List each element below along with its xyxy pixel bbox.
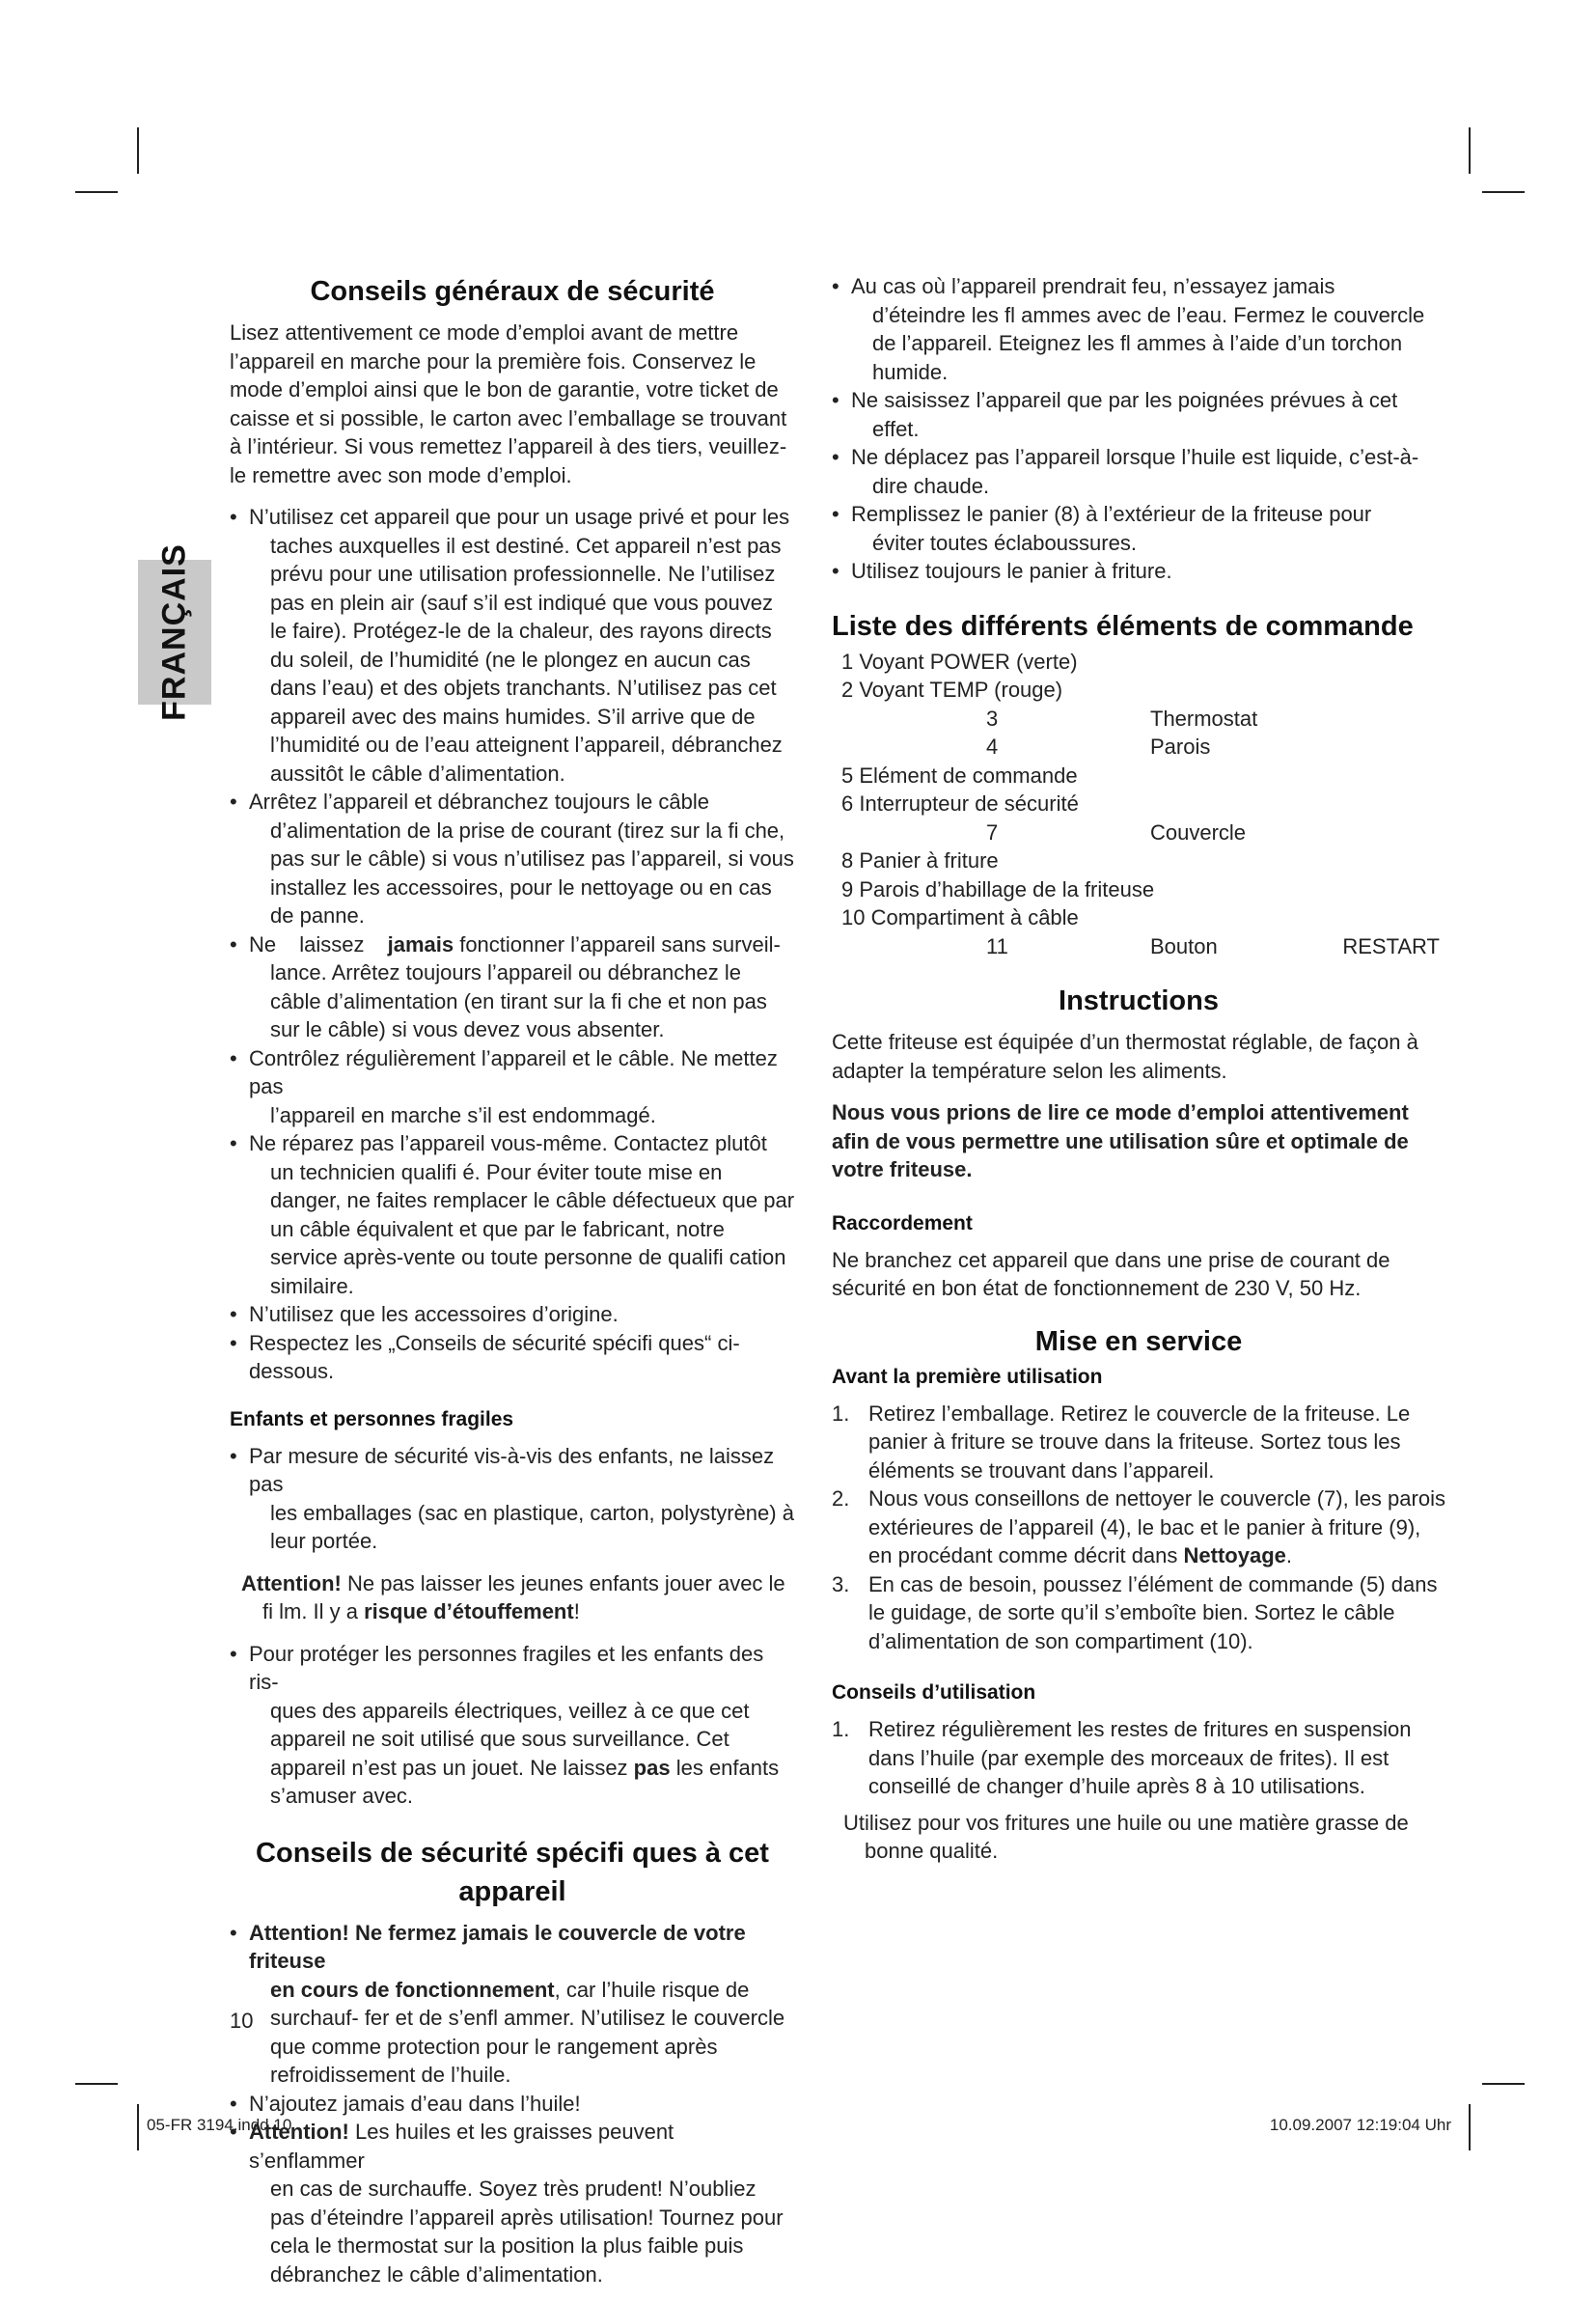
children-list	[230, 1442, 795, 1556]
list-item: • Utilisez toujours le panier à friture.	[832, 557, 1445, 586]
list-item: • Remplissez le panier (8) à l’extérieur de la friteuse pour éviter toutes éclaboussures.	[832, 500, 1445, 557]
crop-mark	[1482, 191, 1525, 193]
table-row: 1 Voyant POWER (verte)	[841, 649, 1078, 674]
crop-mark	[137, 2104, 139, 2150]
list-item: • Ne saisissez l’appareil que par les poignées prévues à cet effet.	[832, 386, 1445, 443]
general-safety-list	[230, 503, 795, 1386]
right-column	[832, 272, 1445, 1879]
crop-mark	[137, 127, 139, 174]
intro-paragraph: Lisez attentivement ce mode d’emploi avant de mettre l’appareil en marche pour la première fois. Conservez le mode d’emploi ainsi que le bon de garantie, votre ticket de caisse et si possible, le carton avec l’emballage se trouvant à l’intérieur. Si vous remettez l’appareil à des tiers, veuillez-le remettre avec son mode d’emploi.	[230, 320, 787, 487]
crop-mark	[1469, 127, 1471, 174]
list-item: • N’utilisez que les accessoires d’origine.	[230, 1300, 795, 1329]
instructions-bold-paragraph: Nous vous prions de lire ce mode d’emploi attentivement afin de vous permettre une utilisation sûre et optimale de votre friteuse.	[832, 1100, 1409, 1181]
subheading-children: Enfants et personnes fragiles	[230, 1407, 514, 1430]
controls-list	[841, 648, 1440, 961]
table-row: 10 Compartiment à câble	[841, 905, 1079, 929]
instructions-paragraph: Cette friteuse est équipée d’un thermostat réglable, de façon à adapter la température selon les aliments.	[832, 1030, 1418, 1083]
section-title-general-safety: Conseils généraux de sécurité	[310, 276, 715, 307]
raccordement-paragraph: Ne branchez cet appareil que dans une prise de courant de sécurité en bon état de fonctionnement de 230 V, 50 Hz.	[832, 1247, 1390, 1300]
list-item: • Par mesure de sécurité vis-à-vis des enfants, ne laissez pas les emballages (sac en plastique, carton, polystyrène) à leur portée.	[230, 1442, 795, 1556]
section-title-mise-en-service: Mise en service	[1034, 1325, 1243, 1357]
list-item: 1. Retirez l’emballage. Retirez le couvercle de la friteuse. Le panier à friture se trouve dans la friteuse. Sortez tous les éléments se trouvant dans l’appareil.	[832, 1401, 1411, 1483]
list-item: • Attention! Ne fermez jamais le couvercle de votre friteuse en cours de fonctionnement, car l’huile risque de surchauf- fer et de s’enfl ammer. N’utilisez le couvercle que comme protection pour le rangement après refroidissement de l’huile.	[230, 1919, 795, 2090]
list-item: 1. Retirez régulièrement les restes de fritures en suspension dans l’huile (par exemple des morceaux de frites). Il est conseillé de changer d’huile après 8 à 10 utilisations.	[832, 1717, 1412, 1798]
table-row: 9 Parois d’habillage de la friteuse	[841, 876, 1155, 901]
section-title-specific-safety: Conseils de sécurité spécifi ques à cet appareil	[256, 1837, 769, 1907]
list-item: 2. Nous vous conseillons de nettoyer le couvercle (7), les parois extérieures de l’appareil (4), le bac et le panier à friture (9), en procédant comme décrit dans Nettoyage.	[832, 1486, 1445, 1567]
crop-mark	[1469, 2104, 1471, 2150]
language-tab-label: FRANÇAIS	[155, 543, 193, 721]
left-column	[230, 272, 795, 2302]
list-item: • N’ajoutez jamais d’eau dans l’huile!	[230, 2090, 795, 2119]
conseils-list	[832, 1715, 1445, 1801]
list-item: • Respectez les „Conseils de sécurité spécifi ques“ ci-dessous.	[230, 1329, 795, 1386]
subheading-avant: Avant la première utilisation	[832, 1365, 1103, 1388]
table-row: 11 Bouton RESTART	[986, 933, 1440, 958]
subheading-raccordement: Raccordement	[832, 1211, 973, 1234]
attention-note: Attention! Ne pas laisser les jeunes enfants jouer avec le fi lm. Il y a risque d’étouffement!	[241, 1570, 785, 1623]
list-item: • Contrôlez régulièrement l’appareil et le câble. Ne mettez pas l’appareil en marche s’il est endommagé.	[230, 1044, 795, 1130]
list-item: • Au cas où l’appareil prendrait feu, n’essayez jamais d’éteindre les fl ammes avec de l’eau. Fermez le couvercle de l’appareil. Eteignez les fl ammes à l’aide d’un torchon humide.	[832, 272, 1445, 386]
crop-mark	[1482, 2083, 1525, 2085]
language-tab	[138, 543, 211, 721]
avant-list	[832, 1400, 1445, 1656]
page-number: 10	[230, 2009, 254, 2033]
list-item: • Ne laissez jamais fonctionner l’appareil sans surveil- lance. Arrêtez toujours l’appareil ou débranchez le câble d’alimentation (en tirant sur la fi che et non pas sur le câble) si vous devez vous absenter.	[230, 930, 795, 1044]
footer-file: 05-FR 3194.indd 10	[147, 2116, 292, 2134]
crop-mark	[75, 2083, 118, 2085]
table-row: 2 Voyant TEMP (rouge)	[841, 678, 1063, 702]
section-title-controls: Liste des différents éléments de commande	[832, 610, 1414, 642]
list-item: • Pour protéger les personnes fragiles et les enfants des ris- ques des appareils électriques, veillez à ce que cet appareil ne soit utilisé que sous surveillance. Cet appareil n’est pas un jouet. Ne laissez pas les enfants s’amuser avec.	[230, 1640, 795, 1811]
table-row: 4 Parois	[986, 735, 1211, 759]
final-note: Utilisez pour vos fritures une huile ou une matière grasse de bonne qualité.	[843, 1810, 1409, 1863]
list-item: 3. En cas de besoin, poussez l’élément de commande (5) dans le guidage, de sorte qu’il s’emboîte bien. Sortez le câble d’alimentation de son compartiment (10).	[832, 1571, 1438, 1653]
list-item: • N’utilisez cet appareil que pour un usage privé et pour les taches auxquelles il est destiné. Cet appareil n’est pas prévu pour une utilisation professionnelle. Ne l’utilisez pas en plein air (sauf s’il est indiqué que vous pouvez le faire). Protégez-le de la chaleur, des rayons directs du soleil, de l’humidité (ne le plongez en aucun cas dans l’eau) et des objets tranchants. N’utilisez pas cet appareil avec des mains humides. S’il arrive que de l’humidité ou de l’eau atteignent l’appareil, débranchez aussitôt le câble d’alimentation.	[230, 503, 795, 788]
list-item: • Attention! Les huiles et les graisses peuvent s’enflammer en cas de surchauffe. Soyez très prudent! N’oubliez pas d’éteindre l’appareil après utilisation! Tournez pour cela le thermostat sur la position la plus faible puis débranchez le câble d’alimentation.	[230, 2118, 795, 2288]
list-item: • Ne déplacez pas l’appareil lorsque l’huile est liquide, c’est-à- dire chaude.	[832, 443, 1445, 500]
crop-mark	[75, 191, 118, 193]
section-title-instructions: Instructions	[1059, 985, 1219, 1016]
specific-safety-list	[230, 1919, 795, 2289]
table-row: 3 Thermostat	[986, 706, 1258, 731]
list-item: • Ne réparez pas l’appareil vous-même. Contactez plutôt un technicien qualifi é. Pour éviter toute mise en danger, ne faites remplacer le câble défectueux que par un câble équivalent et que par le fabricant, notre service après-vente ou toute personne de qualifi cation similaire.	[230, 1129, 795, 1300]
table-row: 5 Elément de commande	[841, 763, 1078, 788]
subheading-conseils: Conseils d’utilisation	[832, 1681, 1036, 1704]
list-item: • Arrêtez l’appareil et débranchez toujours le câble d’alimentation de la prise de courant (tirez sur la fi che, pas sur le câble) si vous n’utilisez pas l’appareil, si vous installez les accessoires, pour le nettoyage ou en cas de panne.	[230, 788, 795, 930]
table-row: 8 Panier à friture	[841, 848, 999, 873]
fragile-list	[230, 1640, 795, 1811]
footer-date: 10.09.2007 12:19:04 Uhr	[1269, 2116, 1451, 2134]
fire-safety-list	[832, 272, 1445, 586]
table-row: 7 Couvercle	[986, 819, 1247, 845]
table-row: 6 Interrupteur de sécurité	[841, 791, 1079, 816]
